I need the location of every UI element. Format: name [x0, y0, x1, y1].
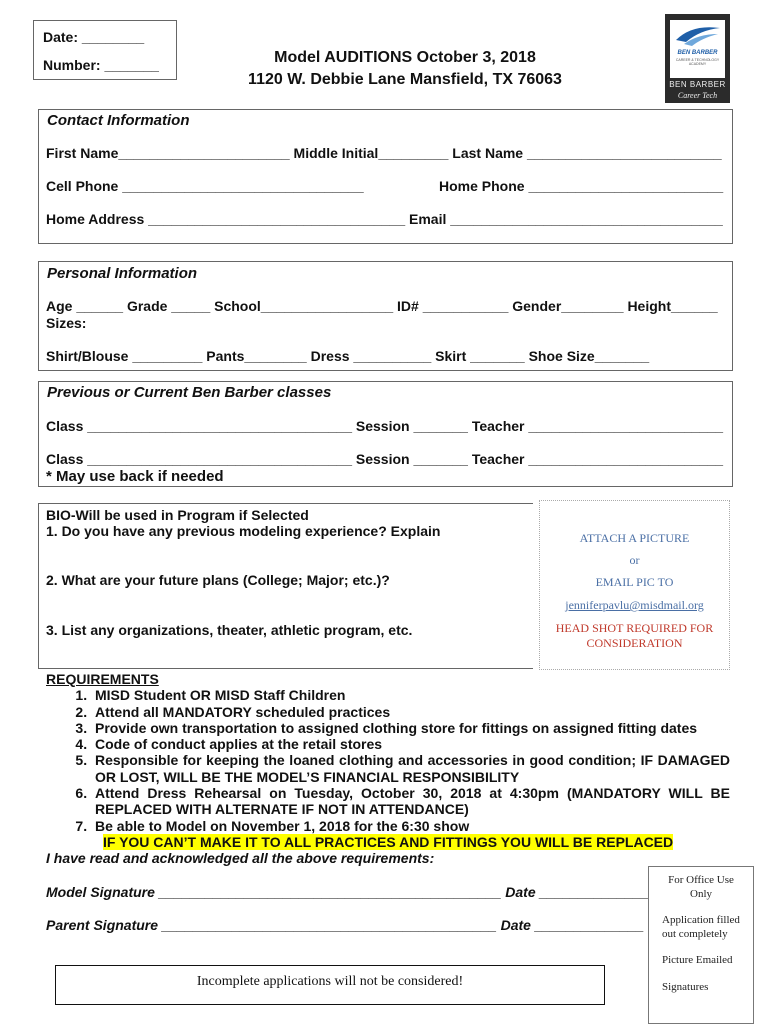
contact-name-row[interactable]: First Name______________________ Middle Initial_________ Last Name _________________________ [46, 145, 722, 161]
page-subtitle-address: 1120 W. Debbie Lane Mansfield, TX 76063 [248, 71, 562, 88]
requirement-item-3: 3. Provide own transportation to assigned clothing store for fittings on assigned fitting dates [91, 720, 730, 736]
logo-text-mid: BEN BARBER [669, 80, 726, 89]
office-application-check-2: out completely [662, 928, 728, 940]
office-use-title: For Office Use [668, 874, 734, 886]
date-field-label: Date: ________ [43, 29, 145, 45]
class-row-1[interactable]: Class __________________________________ Session _______ Teacher _________________________ [46, 418, 724, 434]
acknowledgement-text: I have read and acknowledged all the above requirements: [46, 850, 435, 867]
logo-swoosh-icon [670, 22, 725, 52]
headshot-required-text: HEAD SHOT REQUIRED FOR [555, 621, 714, 635]
bio-title: BIO-Will be used in Program if Selected [46, 507, 309, 523]
contact-section-title: Contact Information [47, 112, 190, 129]
office-application-check: Application filled [662, 914, 740, 926]
or-text: or [629, 553, 640, 567]
replacement-warning: IF YOU CAN’T MAKE IT TO ALL PRACTICES AND FITTINGS YOU WILL BE REPLACED [103, 833, 674, 850]
incomplete-notice-text: Incomplete applications will not be considered! [196, 974, 464, 989]
attach-picture-text: ATTACH A PICTURE [579, 531, 690, 545]
requirement-item-6: 6. Attend Dress Rehearsal on Tuesday, October 30, 2018 at 4:30pm (MANDATORY WILL BE REPLACED WITH ALTERNATE IF NOT IN ATTENDANCE) [91, 785, 730, 818]
requirement-item-1: 1. MISD Student OR MISD Staff Children [91, 687, 730, 703]
sizes-row[interactable]: Shirt/Blouse _________ Pants________ Dress __________ Skirt _______ Shoe Size_______ [46, 348, 650, 364]
requirements-section [46, 671, 730, 867]
contact-email-link[interactable]: jenniferpavlu@misdmail.org [565, 598, 704, 612]
number-field-label: Number: _______ [43, 57, 159, 73]
office-signatures-check: Signatures [662, 981, 709, 993]
requirement-item-4: 4. Code of conduct applies at the retail stores [91, 736, 730, 752]
office-picture-check: Picture Emailed [662, 954, 733, 966]
logo-text-top: BEN BARBER [677, 50, 718, 56]
bio-question-3[interactable]: 3. List any organizations, theater, athletic program, etc. [46, 622, 413, 638]
requirements-title: REQUIREMENTS [46, 671, 159, 687]
attach-picture-box[interactable] [539, 500, 730, 670]
bio-section [38, 503, 533, 669]
home-phone-field[interactable]: Home Phone _________________________ [439, 178, 724, 194]
classes-note: * May use back if needed [46, 468, 224, 485]
class-row-2[interactable]: Class __________________________________ Session _______ Teacher _________________________ [46, 451, 724, 467]
page-title: Model AUDITIONS October 3, 2018 [274, 49, 536, 66]
requirements-list [46, 687, 730, 834]
requirement-item-7: 7. Be able to Model on November 1, 2018 for the 6:30 show [91, 818, 730, 834]
personal-details-row[interactable]: Age ______ Grade _____ School_________________ ID# ___________ Gender________ Height______ [46, 298, 718, 314]
office-use-title-2: Only [690, 888, 712, 900]
bio-question-2[interactable]: 2. What are your future plans (College; Major; etc.)? [46, 572, 390, 588]
consideration-text: CONSIDERATION [586, 636, 683, 650]
email-pic-text: EMAIL PIC TO [595, 575, 674, 589]
classes-section-title: Previous or Current Ben Barber classes [47, 384, 332, 401]
contact-information-section [38, 109, 733, 244]
parent-signature-line[interactable]: Parent Signature ___________________________________________ Date ______________ [46, 917, 644, 933]
personal-section-title: Personal Information [47, 265, 198, 282]
cell-phone-field[interactable]: Cell Phone _______________________________ [46, 178, 364, 194]
address-email-row[interactable]: Home Address _________________________________ Email ___________________________________ [46, 211, 723, 227]
model-signature-line[interactable]: Model Signature ____________________________________________ Date ______________ [46, 884, 649, 900]
logo-text-script: Career Tech [677, 91, 718, 100]
classes-section [38, 381, 733, 487]
incomplete-notice-box [55, 965, 605, 1005]
logo-subtext: CAREER & TECHNOLOGY ACADEMY [675, 58, 720, 66]
requirement-item-5: 5. Responsible for keeping the loaned clothing and accessories in good condition; IF DAMAGED OR LOST, WILL BE THE MODEL’S FINANCIAL RESPONSIBILITY [91, 752, 730, 785]
personal-information-section [38, 261, 733, 371]
ben-barber-logo [665, 14, 730, 103]
sizes-label: Sizes: [46, 315, 87, 331]
bio-question-1[interactable]: 1. Do you have any previous modeling experience? Explain [46, 523, 441, 539]
office-use-box [648, 866, 754, 1024]
requirement-item-2: 2. Attend all MANDATORY scheduled practices [91, 704, 730, 720]
